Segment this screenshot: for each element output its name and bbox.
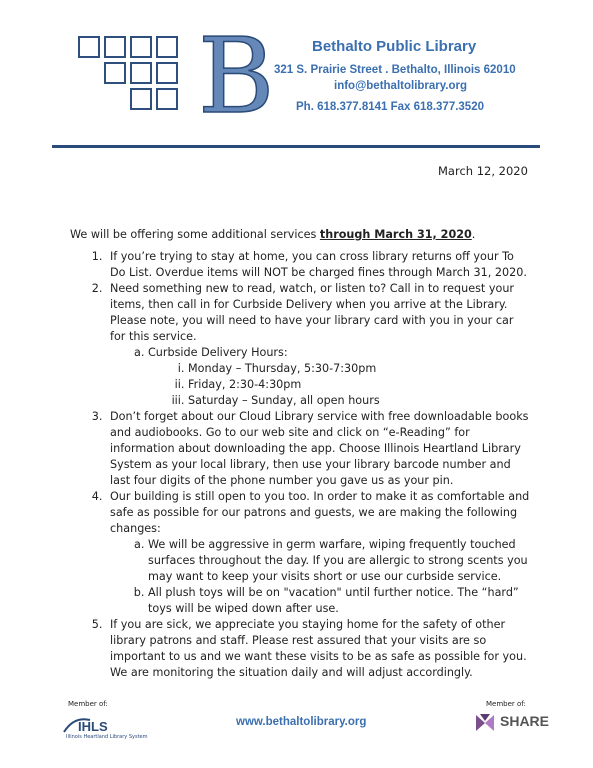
- logo-square: [130, 36, 152, 58]
- logo-square: [130, 88, 152, 110]
- share-logo-icon: [474, 712, 496, 734]
- hours-item: [188, 361, 530, 377]
- letter-date: March 12, 2020: [438, 164, 528, 178]
- item-text: Curbside Delivery Hours:: [148, 346, 288, 359]
- library-email[interactable]: info@bethaltolibrary.org: [334, 80, 468, 92]
- services-list: [70, 249, 530, 681]
- item-text: Saturday – Sunday, all open hours: [188, 394, 380, 407]
- logo-square: [156, 36, 178, 58]
- list-item: [106, 617, 530, 681]
- sub-list-item: [148, 537, 530, 585]
- library-address: 321 S. Prairie Street . Bethalto, Illinois 62010: [274, 64, 516, 76]
- member-of-label-left: Member of:: [68, 700, 108, 708]
- sub-list-item: [148, 345, 530, 409]
- member-of-label-right: Member of:: [486, 700, 526, 708]
- hours-item: [188, 393, 530, 409]
- footer-website-link[interactable]: www.bethaltolibrary.org: [236, 716, 367, 728]
- list-item: [106, 489, 530, 617]
- library-logo-letter: B: [198, 15, 275, 137]
- item-text: Our building is still open to you too. In order to make it as comfortable and safe as possible for our patrons and guests, we are making the following changes:: [110, 490, 530, 535]
- header-divider: [52, 145, 540, 148]
- logo-square: [130, 62, 152, 84]
- list-item: [106, 281, 530, 409]
- hours-list: [148, 361, 530, 409]
- ihls-caption: Illinois Heartland Library System: [66, 734, 148, 740]
- item-text: Need something new to read, watch, or listen to? Call in to request your items, then call in for Curbside Delivery when you arrive at the Library. Please note, you will need to have your library card with you in your car for this service.: [110, 282, 515, 343]
- logo-square: [156, 88, 178, 110]
- intro-deadline: through March 31, 2020: [319, 228, 472, 241]
- intro-text: We will be offering some additional services: [70, 228, 320, 241]
- item-text: Don’t forget about our Cloud Library service with free downloadable books and audiobooks. Go to our web site and click on “e-Reading” for information about downloading the app. Choose Illinois Heartland Library System as your local library, then use your library barcode number and last four digits of the phone number you gave us as your pin.: [110, 410, 529, 487]
- letter-body: [70, 227, 530, 681]
- sub-list: [110, 345, 530, 409]
- sub-list: [110, 537, 530, 617]
- item-text: We will be aggressive in germ warfare, wiping frequently touched surfaces throughout the day. If you are allergic to strong scents you may want to keep your visits short or use our curbside service.: [148, 538, 528, 583]
- item-text: If you are sick, we appreciate you staying home for the safety of other library patrons and staff. Please rest assured that your visits are so important to us and we want these visits to be as safe as possible for you. We are monitoring the situation daily and will adjust accordingly.: [110, 618, 527, 679]
- logo-square: [156, 62, 178, 84]
- item-text: If you’re trying to stay at home, you can cross library returns off your To Do List. Overdue items will NOT be charged fines through March 31, 2020.: [110, 250, 527, 279]
- item-text: All plush toys will be on "vacation" until further notice. The “hard” toys will be wiped down after use.: [148, 586, 519, 615]
- library-name: Bethalto Public Library: [312, 38, 477, 55]
- ihls-logo-text: IHLS: [78, 719, 108, 734]
- sub-list-item: [148, 585, 530, 617]
- library-logo-grid: [78, 36, 202, 120]
- intro-end: .: [471, 228, 476, 241]
- share-label: SHARE: [500, 713, 550, 729]
- logo-square: [104, 62, 126, 84]
- logo-square: [104, 36, 126, 58]
- logo-square: [78, 36, 100, 58]
- item-text: Friday, 2:30-4:30pm: [188, 378, 302, 391]
- intro-paragraph: [70, 227, 530, 243]
- library-phone-fax: Ph. 618.377.8141 Fax 618.377.3520: [296, 101, 484, 113]
- list-item: [106, 409, 530, 489]
- item-text: Monday – Thursday, 5:30-7:30pm: [188, 362, 377, 375]
- hours-item: [188, 377, 530, 393]
- list-item: [106, 249, 530, 281]
